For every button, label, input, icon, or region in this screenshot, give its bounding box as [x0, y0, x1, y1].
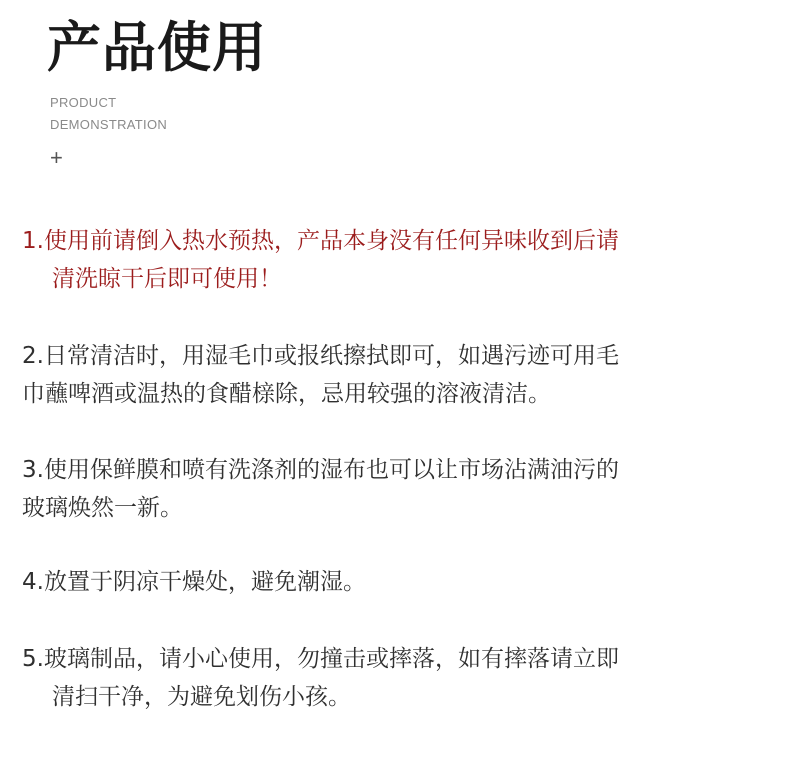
instruction-5-line-2: 清扫干净，为避免划伤小孩。 — [52, 684, 351, 710]
plus-icon: + — [50, 145, 63, 170]
instruction-item-4 — [22, 563, 777, 601]
instruction-item-3 — [22, 451, 777, 527]
instruction-5-line-1: 5.玻璃制品，请小心使用，勿撞击或摔落，如有摔落请立即 — [22, 646, 619, 672]
instruction-2-line-1: 2.日常清洁时，用湿毛巾或报纸擦拭即可，如遇污迹可用毛 — [22, 343, 619, 369]
instruction-item-5 — [22, 640, 777, 716]
instruction-4-line-1: 4.放置于阴凉干燥处，避免潮湿。 — [22, 569, 366, 595]
instruction-3-line-1: 3.使用保鲜膜和喷有洗涤剂的湿布也可以让市场沾满油污的 — [22, 457, 619, 483]
subtitle-product: PRODUCT — [50, 95, 117, 110]
page-title: 产品使用 — [47, 16, 267, 79]
instruction-2-line-2: 巾蘸啤酒或温热的食醋榇除，忌用较强的溶液清洁。 — [22, 381, 551, 407]
subtitle-demonstration: DEMONSTRATION — [50, 117, 168, 132]
instruction-1-line-2: 清洗晾干后即可使用！ — [52, 266, 282, 292]
instruction-1-line-1: 1.使用前请倒入热水预热，产品本身没有任何异味收到后请 — [22, 228, 619, 254]
instruction-item-1 — [22, 222, 777, 298]
instruction-3-line-2: 玻璃焕然一新。 — [22, 495, 183, 521]
instruction-item-2 — [22, 337, 777, 413]
